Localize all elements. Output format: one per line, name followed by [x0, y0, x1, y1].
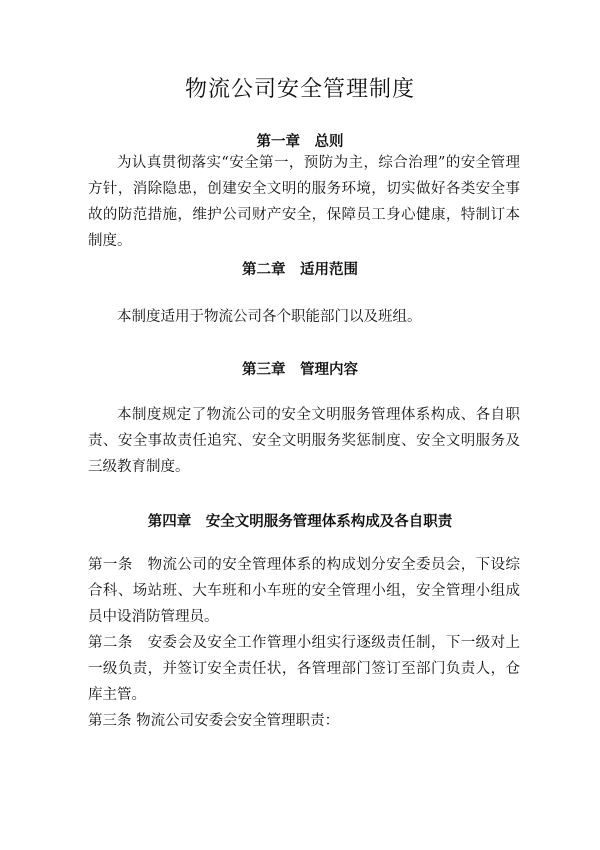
chapter-1-paragraph: 为认真贯彻落实“安全第一，预防为主，综合治理”的安全管理方针，消除隐患，创建安全文明的服务环境，切实做好各类安全事故的防范措施，维护公司财产安全，保障员工身心健康，特制订本制度。 [88, 155, 520, 249]
document-title: 物流公司安全管理制度 [184, 77, 415, 102]
chapter-2-heading: 第二章 适用范围 [242, 261, 358, 278]
chapter-3-paragraph: 本制度规定了物流公司的安全文明服务管理体系构成、各自职责、安全事故责任追究、安全文明服务奖惩制度、安全文明服务及三级教育制度。 [88, 407, 520, 475]
chapter-2-paragraph: 本制度适用于物流公司各个职能部门以及班组。 [117, 309, 422, 325]
article-1: 第一条 物流公司的安全管理体系的构成划分安全委员会，下设综合科、场站班、大车班和小车班的安全管理小组，安全管理小组成员中设消防管理员。 [88, 557, 520, 625]
chapter-3-heading: 第三章 管理内容 [242, 361, 358, 378]
article-2: 第二条 安委会及安全工作管理小组实行逐级责任制，下一级对上一级负责，并签订安全责任状，各管理部门签订至部门负责人，仓库主管。 [88, 635, 520, 703]
article-3: 第三条 物流公司安委会安全管理职责： [88, 713, 340, 729]
chapter-4-heading: 第四章 安全文明服务管理体系构成及各自职责 [147, 513, 453, 530]
chapter-1-heading: 第一章 总则 [256, 133, 344, 150]
